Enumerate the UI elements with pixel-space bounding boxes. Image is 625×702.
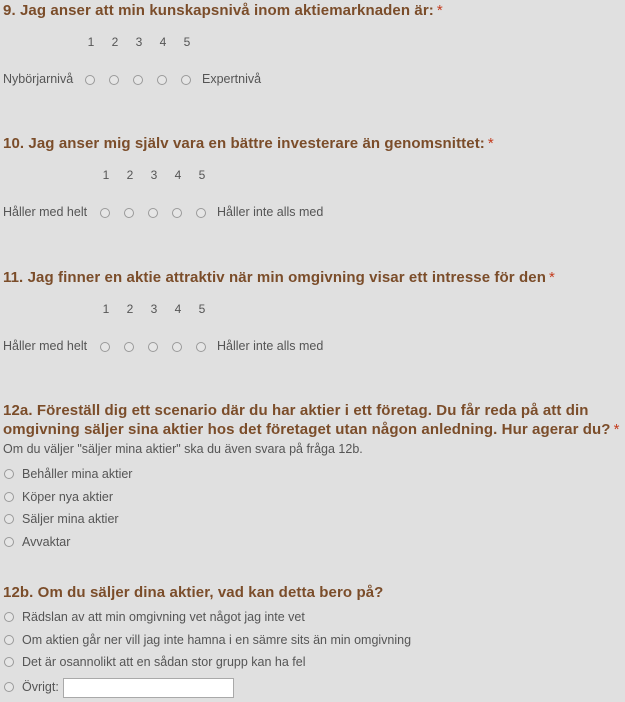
scale-number: 3	[150, 168, 158, 182]
option-label: Avvaktar	[22, 535, 71, 549]
option-label: Övrigt:	[22, 680, 59, 694]
scale-low-label: Nybörjarnivå	[3, 72, 74, 86]
scale-radio-5[interactable]	[196, 208, 206, 218]
scale-low-label: Håller med helt	[3, 205, 88, 219]
scale-high-label: Expertnivå	[202, 72, 262, 86]
question-10-title-text: 10. Jag anser mig själv vara en bättre investerare än genomsnittet:	[3, 135, 485, 152]
scale-high-label: Håller inte alls med	[217, 205, 324, 219]
scale-number: 1	[87, 35, 95, 49]
option-radio[interactable]	[4, 537, 14, 547]
scale-radio-1[interactable]	[85, 75, 95, 85]
scale-number: 4	[174, 302, 182, 316]
scale-radio-4[interactable]	[157, 75, 167, 85]
scale-radio-2[interactable]	[124, 208, 134, 218]
scale-number: 1	[102, 302, 110, 316]
scale-radio-4[interactable]	[172, 342, 182, 352]
question-12a-title-text: omgivning säljer sina aktier hos det företaget utan någon anledning. Hur agerar du?	[3, 421, 611, 438]
option-label: Det är osannolikt att en sådan stor grupp kan ha fel	[22, 655, 306, 669]
option-radio[interactable]	[4, 612, 14, 622]
scale-radio-3[interactable]	[148, 208, 158, 218]
scale-number: 2	[126, 302, 134, 316]
question-11-title	[3, 268, 555, 287]
question-12a-title-line1: 12a. Föreställ dig ett scenario där du har aktier i ett företag. Du får reda på att din	[3, 402, 589, 419]
question-9-title	[3, 1, 443, 20]
option-radio[interactable]	[4, 682, 14, 692]
option-label: Köper nya aktier	[22, 490, 114, 504]
scale-radio-5[interactable]	[181, 75, 191, 85]
scale-radio-4[interactable]	[172, 208, 182, 218]
required-mark: *	[436, 2, 443, 19]
question-12a-title-line2	[3, 420, 620, 439]
scale-number: 5	[198, 302, 206, 316]
scale-high-label: Håller inte alls med	[217, 339, 324, 353]
other-text-input[interactable]	[63, 678, 234, 698]
question-12b-title: 12b. Om du säljer dina aktier, vad kan detta bero på?	[3, 584, 384, 601]
scale-number: 5	[198, 168, 206, 182]
scale-radio-1[interactable]	[100, 342, 110, 352]
scale-number: 4	[174, 168, 182, 182]
question-10-title	[3, 134, 494, 153]
scale-low-label: Håller med helt	[3, 339, 88, 353]
scale-number: 1	[102, 168, 110, 182]
scale-number: 2	[111, 35, 119, 49]
scale-radio-1[interactable]	[100, 208, 110, 218]
scale-radio-2[interactable]	[109, 75, 119, 85]
scale-number: 3	[150, 302, 158, 316]
option-radio[interactable]	[4, 657, 14, 667]
required-mark: *	[613, 421, 620, 438]
option-radio[interactable]	[4, 492, 14, 502]
scale-radio-2[interactable]	[124, 342, 134, 352]
required-mark: *	[548, 269, 555, 286]
scale-radio-3[interactable]	[148, 342, 158, 352]
question-9-title-text: 9. Jag anser att min kunskapsnivå inom aktiemarknaden är:	[3, 2, 434, 19]
scale-number: 3	[135, 35, 143, 49]
option-radio[interactable]	[4, 469, 14, 479]
option-label: Behåller mina aktier	[22, 467, 133, 481]
scale-radio-3[interactable]	[133, 75, 143, 85]
question-12a-help-text: Om du väljer "säljer mina aktier" ska du även svara på fråga 12b.	[3, 442, 363, 456]
scale-number: 5	[183, 35, 191, 49]
question-11-title-text: 11. Jag finner en aktie attraktiv när min omgivning visar ett intresse för den	[3, 269, 546, 286]
option-radio[interactable]	[4, 514, 14, 524]
scale-number: 4	[159, 35, 167, 49]
option-radio[interactable]	[4, 635, 14, 645]
required-mark: *	[487, 135, 494, 152]
scale-radio-5[interactable]	[196, 342, 206, 352]
scale-number: 2	[126, 168, 134, 182]
option-label: Rädslan av att min omgivning vet något jag inte vet	[22, 610, 305, 624]
option-label: Om aktien går ner vill jag inte hamna i en sämre sits än min omgivning	[22, 633, 412, 647]
option-label: Säljer mina aktier	[22, 512, 119, 526]
